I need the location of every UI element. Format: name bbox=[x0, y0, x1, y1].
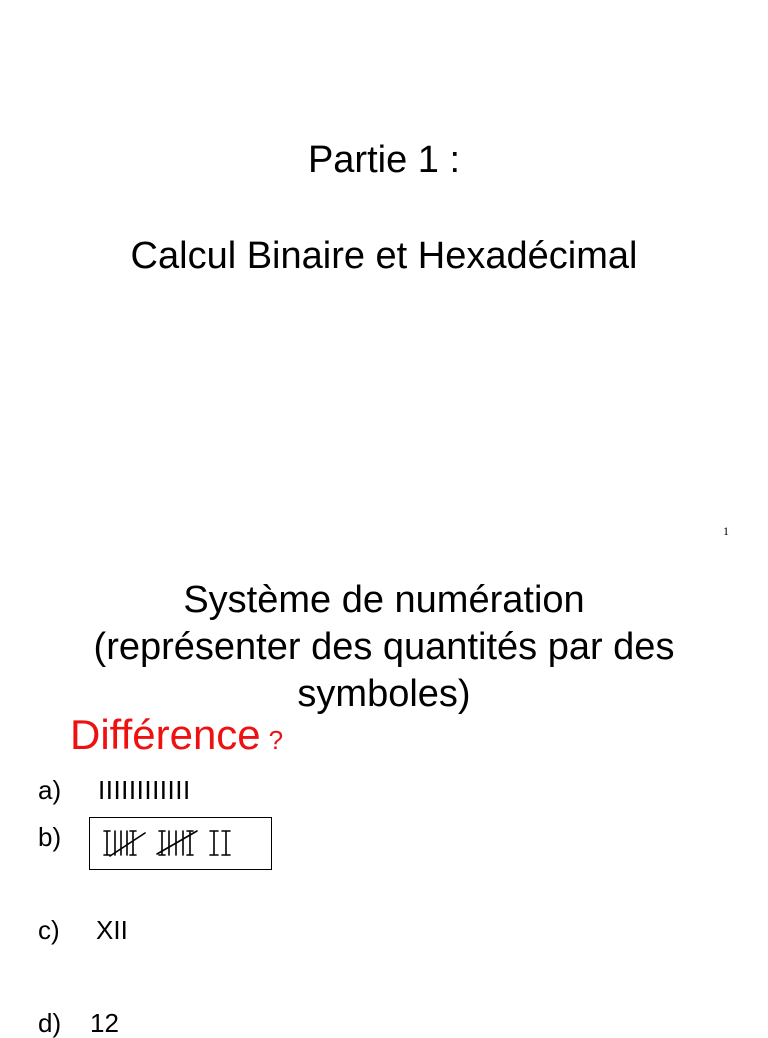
tally-marks-drawing bbox=[90, 818, 270, 868]
item-a-label: a) bbox=[38, 775, 62, 805]
slide-title-line-3: symboles) bbox=[297, 673, 471, 715]
part-title: Partie 1 : bbox=[307, 139, 461, 181]
item-d-decimal: 12 bbox=[90, 1008, 119, 1038]
difference-heading bbox=[70, 710, 283, 770]
item-c-roman: XII bbox=[96, 915, 128, 945]
difference-word: Différence bbox=[70, 711, 261, 758]
part-subtitle: Calcul Binaire et Hexadécimal bbox=[130, 235, 638, 277]
slide-title-line-2: (représenter des quantités par des bbox=[93, 626, 675, 668]
slide-title-line-1: Système de numération bbox=[183, 579, 585, 621]
item-c-label: c) bbox=[38, 915, 60, 945]
item-a-unary: IIIIIIIIIIII bbox=[98, 775, 191, 805]
item-d-label: d) bbox=[38, 1008, 62, 1038]
item-b-label: b) bbox=[38, 822, 62, 852]
tally-marks-box bbox=[89, 817, 272, 870]
question-mark: ? bbox=[268, 725, 284, 755]
page-number: 1 bbox=[723, 524, 729, 538]
